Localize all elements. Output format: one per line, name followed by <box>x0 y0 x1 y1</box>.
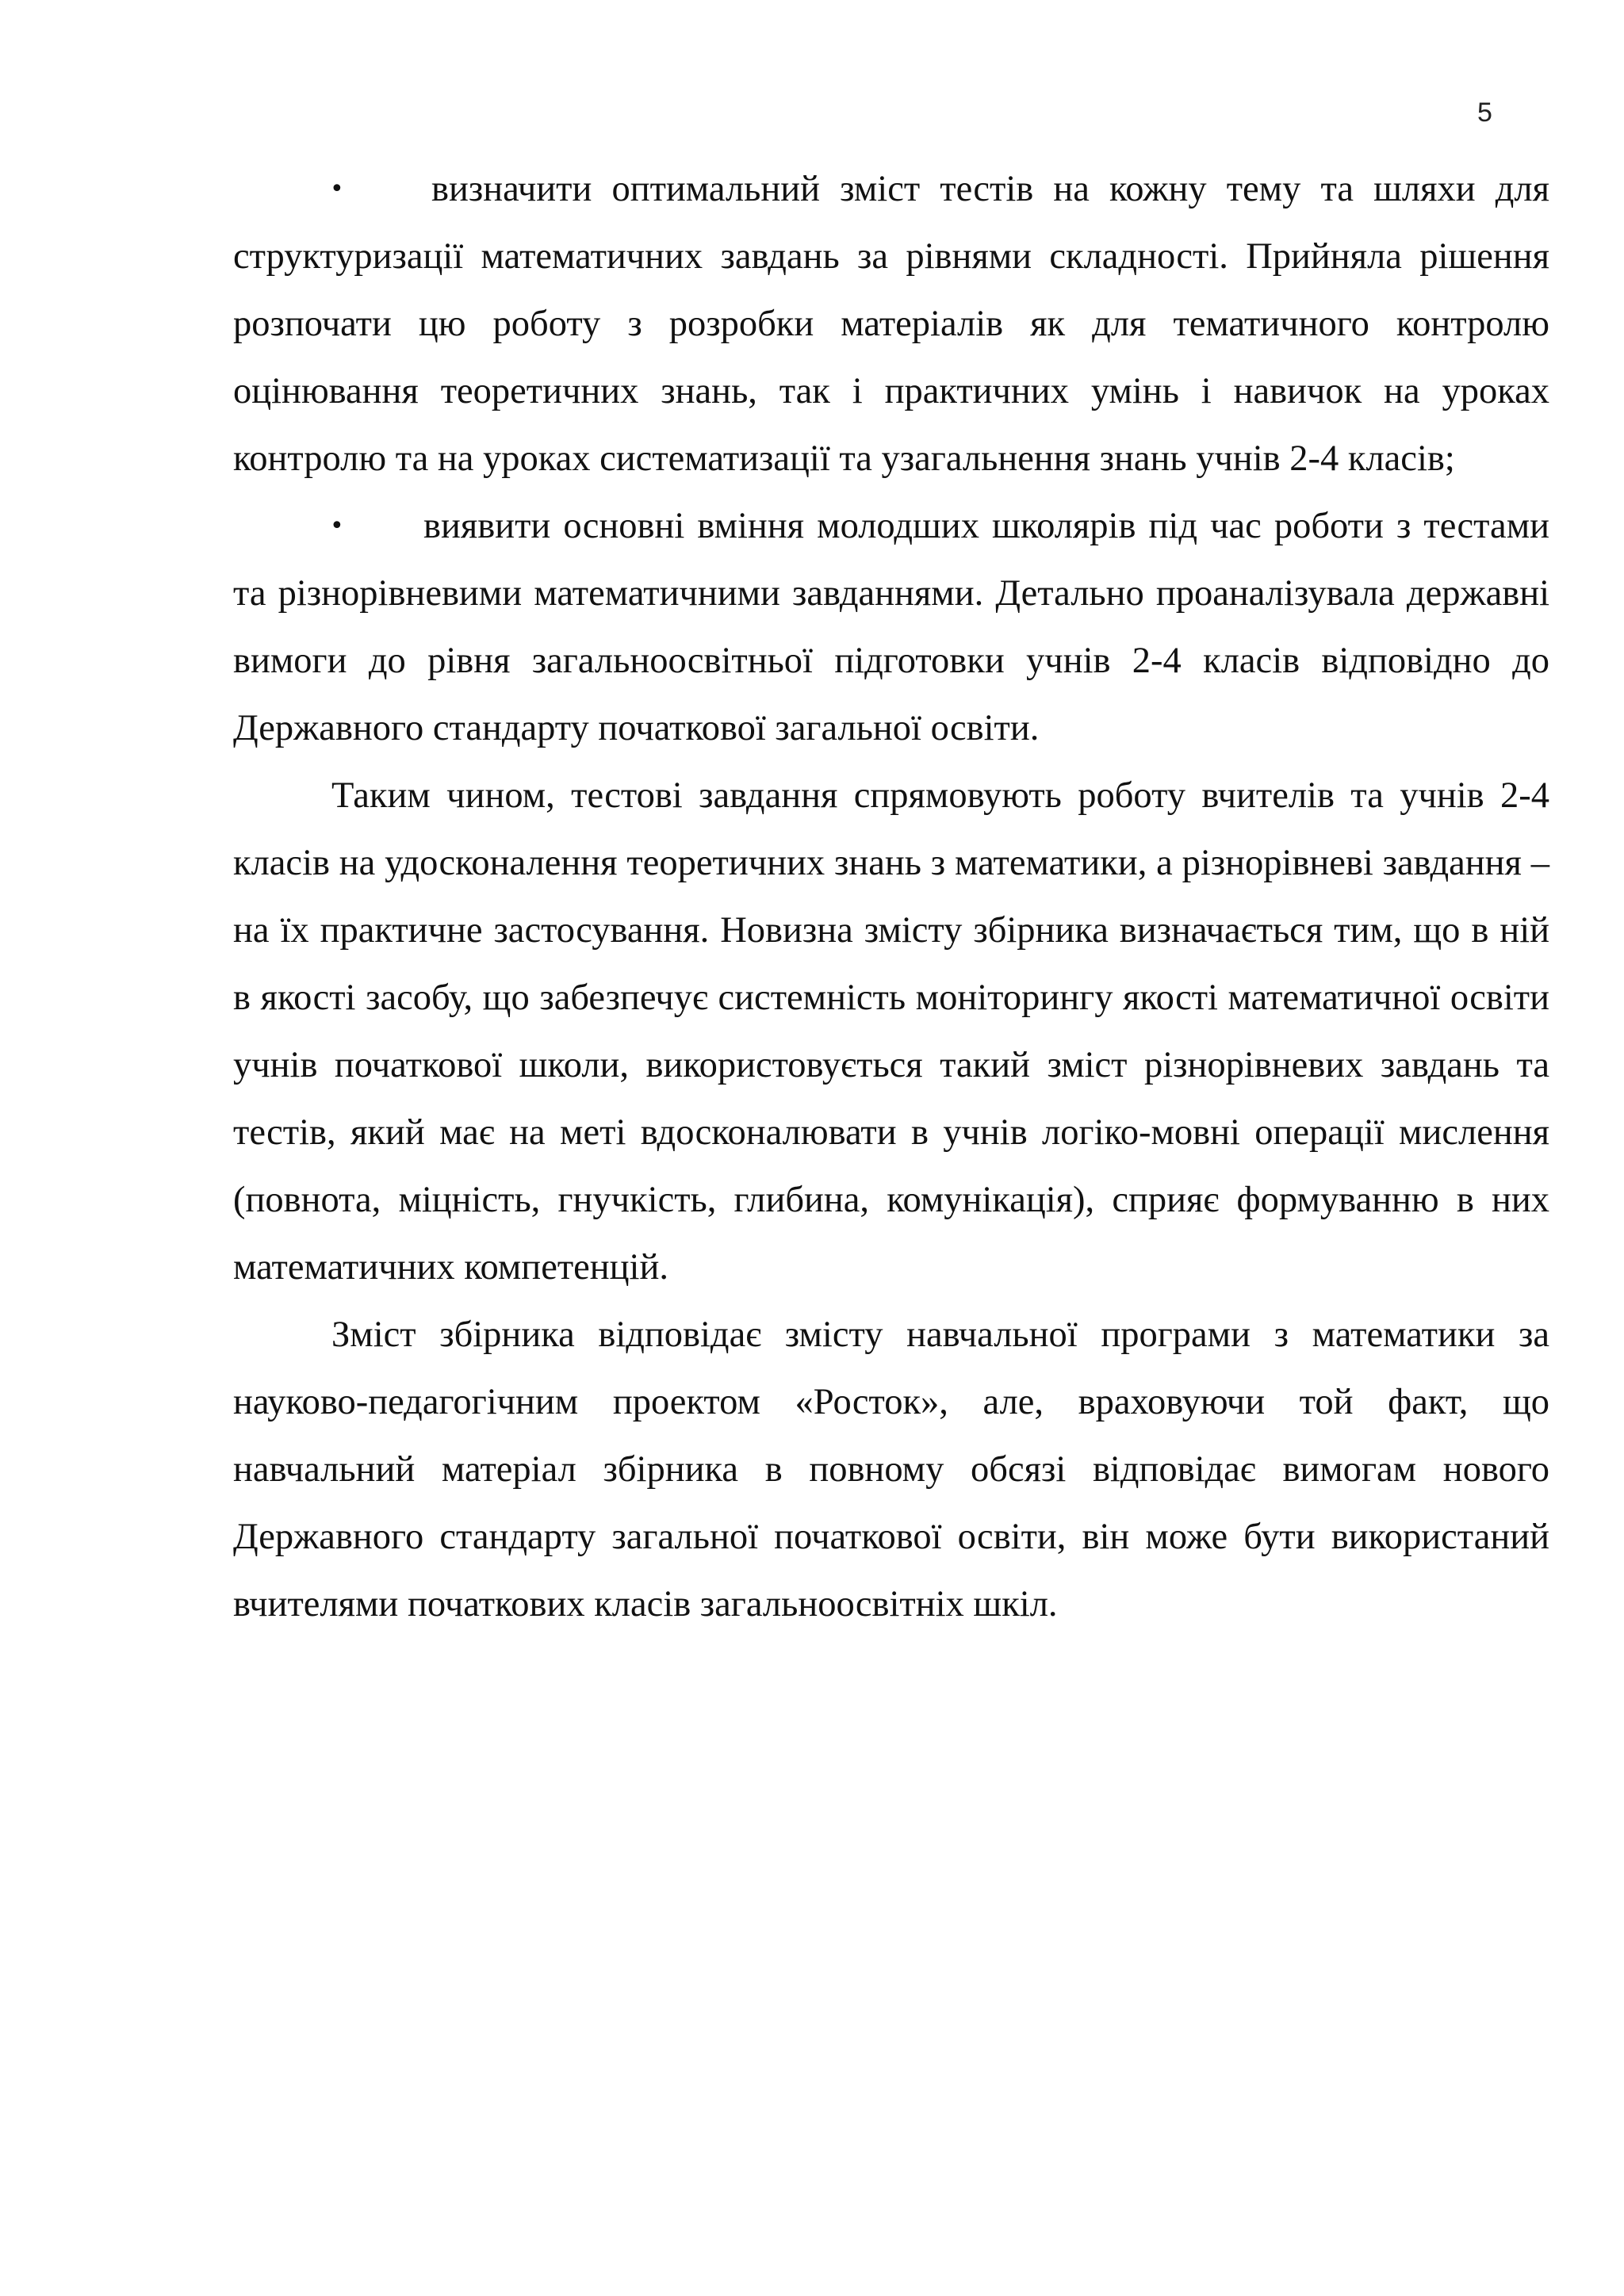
paragraph-1: Таким чином, тестові завдання спрямовують роботу вчителів та учнів 2-4 класів на удосконалення теоретичних знань з математики, а різнорівневі завдання – на їх практичне застосування. Новизна змісту збірника визначається тим, що в ній в якості засобу, що забезпечує системність моніторингу якості математичної освіти учнів початкової школи, використовується такий зміст різнорівневих завдань та тестів, який має на меті вдосконалювати в учнів логіко-мовні операції мислення (повнота, міцність, гнучкість, глибина, комунікація), сприяє формуванню в них математичних компетенцій. <box>233 775 1549 1288</box>
bullet-item-2 <box>233 492 1549 762</box>
page-content <box>233 155 1549 1638</box>
page-number: 5 <box>1477 98 1492 128</box>
bullet-icon: • <box>330 175 344 203</box>
paragraph-2: Зміст збірника відповідає змісту навчальної програми з математики за науково-педагогічним проектом «Росток», але, враховуючи той факт, що навчальний матеріал збірника в повному обсязі відповідає вимогам нового Державного стандарту загальної початкової освіти, він може бути використаний вчителями початкових класів загальноосвітніх шкіл. <box>233 1314 1549 1624</box>
bullet-item-1 <box>233 155 1549 492</box>
bullet-icon: • <box>330 512 344 540</box>
bullet-item-2-text: виявити основні вміння молодших школярів під час роботи з тестами та різнорівневими математичними завданнями. Детально проаналізувала державні вимоги до рівня загальноосвітньої підготовки учнів 2-4 класів відповідно до Державного стандарту початкової загальної освіти. <box>233 506 1549 748</box>
bullet-item-1-text: визначити оптимальний зміст тестів на кожну тему та шляхи для структуризації математичних завдань за рівнями складності. Прийняла рішення розпочати цю роботу з розробки матеріалів як для тематичного контролю оцінювання теоретичних знань, так і практичних умінь і навичок на уроках контролю та на уроках систематизації та узагальнення знань учнів 2-4 класів; <box>233 169 1549 479</box>
